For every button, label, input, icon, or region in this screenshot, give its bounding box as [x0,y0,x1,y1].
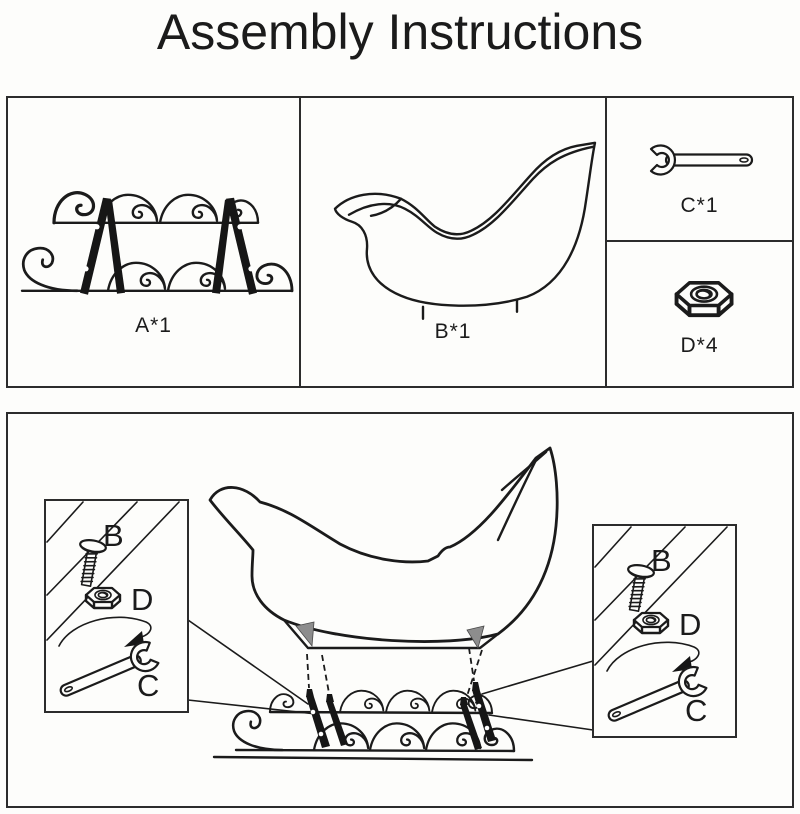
sleigh-front-roll-line [371,199,401,216]
parts-right-column [607,98,792,388]
body-underside-plate [284,620,498,648]
parts-panel [6,96,794,388]
sleigh-body-outline [335,143,595,306]
callout-wrench-label: C [685,693,708,728]
part-a-label: A*1 [135,313,172,337]
sleigh-body-drawing [301,98,605,388]
mount-plate-left [296,622,314,646]
base-bracket-left [306,689,348,748]
wrench-icon [607,98,792,240]
page-title: Assembly Instructions [156,4,644,60]
callout-box-right [593,525,736,737]
base-bracket-left [80,198,125,295]
part-b-label: B*1 [434,319,472,343]
sleigh-base-drawing [8,98,299,388]
part-c-label: C*1 [680,194,719,217]
callout-nut-label: D [131,582,154,617]
assembly-panel [6,412,794,808]
callout-box-left [45,500,188,712]
part-b-cell [301,98,607,388]
callout-wrench-label: C [137,668,160,703]
sleigh-body-inner-rim [349,147,593,239]
hex-nut-icon [607,242,792,388]
part-c-cell [607,98,792,242]
dashed-alignment-lines [307,648,482,696]
callout-nut-label: D [679,607,702,642]
base-bracket-right [212,198,257,295]
callout-bolt-label: B [651,543,672,578]
assembled-sleigh-body-drawing [210,448,557,648]
assembly-diagram [8,414,792,806]
part-a-cell [8,98,301,388]
part-d-cell [607,242,792,388]
callout-bolt-label: B [103,518,124,553]
part-d-label: D*4 [680,333,719,357]
